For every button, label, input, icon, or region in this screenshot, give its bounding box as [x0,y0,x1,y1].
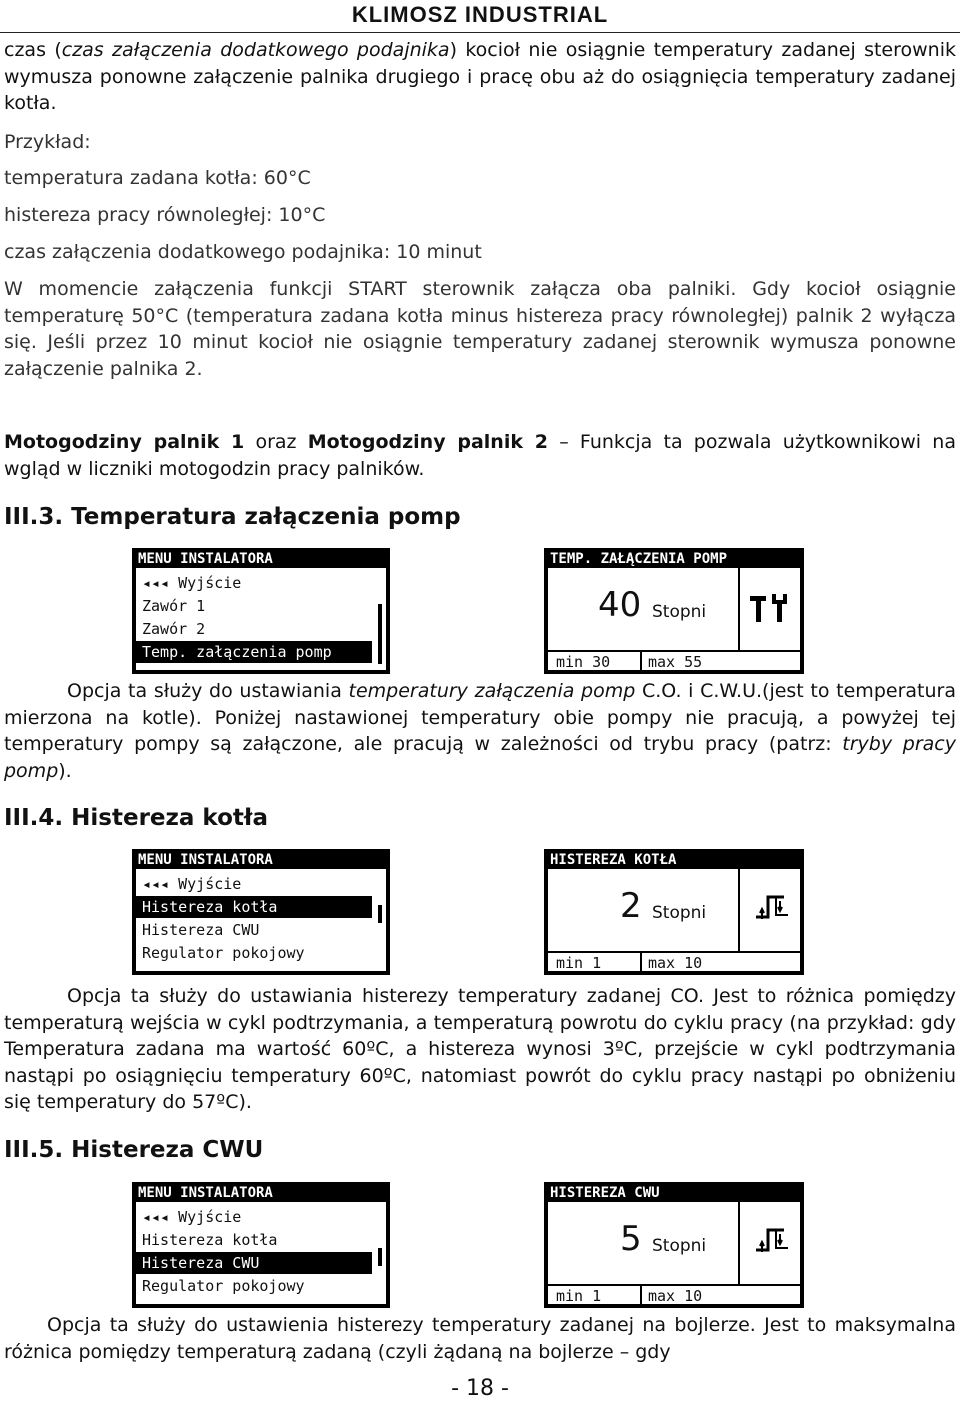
screen-unit: Stopni [652,602,707,622]
menu-item-room-regulator[interactable]: Regulator pokojowy [142,1277,305,1295]
motogodziny-palnik-2: Motogodziny palnik 2 [307,431,548,453]
motogodziny-palnik-1: Motogodziny palnik 1 [4,431,245,453]
example-line-3: czas załączenia dodatkowego podajnika: 10 minut [4,241,482,263]
header-rule [0,32,960,33]
hysteresis-icon [752,887,792,927]
screen-title: HISTEREZA KOTŁA [550,852,677,868]
iii3-text-1: Opcja ta służy do ustawiania [67,680,349,702]
intro-text-end: ) kocioł nie osiągnie temperatury zadanej sterownik wymusza ponowne załączenie palnika drugiego i pracę obu aż do osiągnięcia temperatury zadanej kotła. [4,39,956,114]
menu-screen-iii3 [132,548,390,674]
menu-item-valve-1[interactable]: Zawór 1 [142,597,206,615]
menu-panel [136,568,386,670]
menu-title: MENU INSTALATORA [138,551,273,567]
screen-max: max 10 [648,954,703,972]
menu-item-exit[interactable]: ◂◂◂ Wyjście [142,875,242,893]
example-label: Przykład: [4,131,91,153]
iii3-text-2: C.O. i C.W.U.(jest to temperatura mierzona na kotle). Poniżej nastawionej temperatury obie pompy nie pracują, a powyżej tej temperatury pompy są załączone, ale pracują w zależności od trybu pracy (patrz: [4,680,956,755]
value-screen-iii5 [544,1182,804,1308]
screen-divider [738,1202,740,1284]
section-heading-iii5: III.5. Histereza CWU [4,1137,264,1163]
menu-item-valve-2[interactable]: Zawór 2 [142,620,206,638]
screen-value: 5 [620,1219,642,1259]
menu-item-boiler-hysteresis-selected[interactable]: Histereza kotła [136,896,372,918]
screen-value: 40 [598,585,642,625]
hysteresis-icon [752,1220,792,1260]
iii3-text-3: ). [58,759,72,782]
screen-title: HISTEREZA CWU [550,1185,660,1201]
screen-panel [548,869,800,971]
section-text-iii3 [4,678,956,784]
screen-divider [738,568,740,650]
screen-min: min 1 [556,1287,602,1305]
screen-hline [548,951,800,953]
iii3-text-emphasis: temperatury załączenia pomp [348,680,636,702]
menu-item-cwu-hysteresis[interactable]: Histereza CWU [142,921,260,939]
screen-max: max 55 [648,653,703,671]
menu-item-cwu-hysteresis-selected[interactable]: Histereza CWU [136,1252,372,1274]
section-heading-iii4: III.4. Histereza kotła [4,805,268,831]
menu-scrollbar[interactable] [378,905,382,923]
screen-hline [548,650,800,652]
screen-max: max 10 [648,1287,703,1305]
intro-text-start: czas ( [4,39,62,61]
menu-item-pump-temp-selected[interactable]: Temp. załączenia pomp [136,641,372,663]
menu-item-exit[interactable]: ◂◂◂ Wyjście [142,1208,242,1226]
screen-hline [548,1284,800,1286]
motogodziny-paragraph [4,429,956,482]
screen-min: min 1 [556,954,602,972]
screen-minmax-divider [640,652,642,674]
value-screen-iii3 [544,548,804,674]
screen-panel [548,1202,800,1304]
menu-scrollbar[interactable] [378,1248,382,1266]
screen-min: min 30 [556,653,611,671]
menu-panel [136,1202,386,1304]
screen-divider [738,869,740,951]
menu-screen-iii5 [132,1182,390,1308]
example-line-1: temperatura zadana kotła: 60°C [4,167,311,189]
document-header-brand: KLIMOSZ INDUSTRIAL [351,2,609,27]
screen-unit: Stopni [652,1236,707,1256]
motogodziny-description: – Funkcja ta pozwala użytkownikowi na wgląd w liczniki motogodzin pracy palników. [4,431,956,480]
menu-item-room-regulator[interactable]: Regulator pokojowy [142,944,305,962]
screen-panel [548,568,800,670]
example-line-2: histereza pracy równoległej: 10°C [4,204,326,226]
menu-scrollbar[interactable] [378,604,382,664]
menu-title: MENU INSTALATORA [138,1185,273,1201]
menu-screen-iii4 [132,849,390,975]
screen-minmax-divider [640,953,642,975]
section-text-iii4: Opcja ta służy do ustawiania histerezy temperatury zadanej CO. Jest to różnica pomiędzy temperaturą wejścia w cykl podtrzymania, a temperaturą powrotu do cyklu pracy (na przykład: gdy Temperatura zadana ma wartość 60ºC, a histereza wynosi 3ºC, przejście w cykl podtrzymania nastąpi po osiągnięciu temperatury 60ºC, natomiast powrót do cyklu pracy nastąpi po obniżeniu się temperatury do 57ºC). [4,985,956,1113]
value-screen-iii4 [544,849,804,975]
screen-title: TEMP. ZAŁĄCZENIA POMP [550,551,728,567]
example-explanation: W momencie załączenia funkcji START sterownik załącza oba palniki. Gdy kocioł osiągnie temperaturę 50°C (temperatura zadana kotła minus histereza pracy równoległej) palnik 2 wyłącza się. Jeśli przez 10 minut kocioł nie osiągnie temperatury zadanej sterownik wymusza ponowne załączenie palnika 2. [4,278,956,380]
intro-paragraph [4,37,956,117]
section-heading-iii3: III.3. Temperatura załączenia pomp [4,504,461,530]
menu-panel [136,869,386,971]
intro-text-emphasis: czas załączenia dodatkowego podajnika [61,39,450,61]
screen-value: 2 [620,886,642,926]
motogodziny-conjunction: oraz [244,431,308,453]
page-number: - 18 - [451,1376,509,1401]
menu-item-boiler-hysteresis[interactable]: Histereza kotła [142,1231,278,1249]
section-text-iii5: Opcja ta służy do ustawienia histerezy temperatury zadanej na bojlerze. Jest to maksymalna różnica pomiędzy temperaturą zadaną (czyli żądaną na bojlerze – gdy [4,1314,956,1363]
screen-minmax-divider [640,1286,642,1308]
screen-unit: Stopni [652,903,707,923]
menu-item-exit[interactable]: ◂◂◂ Wyjście [142,574,242,592]
menu-title: MENU INSTALATORA [138,852,273,868]
iii3-text-emphasis-2: tryby pracy pomp [4,733,956,782]
tools-icon [748,590,794,626]
